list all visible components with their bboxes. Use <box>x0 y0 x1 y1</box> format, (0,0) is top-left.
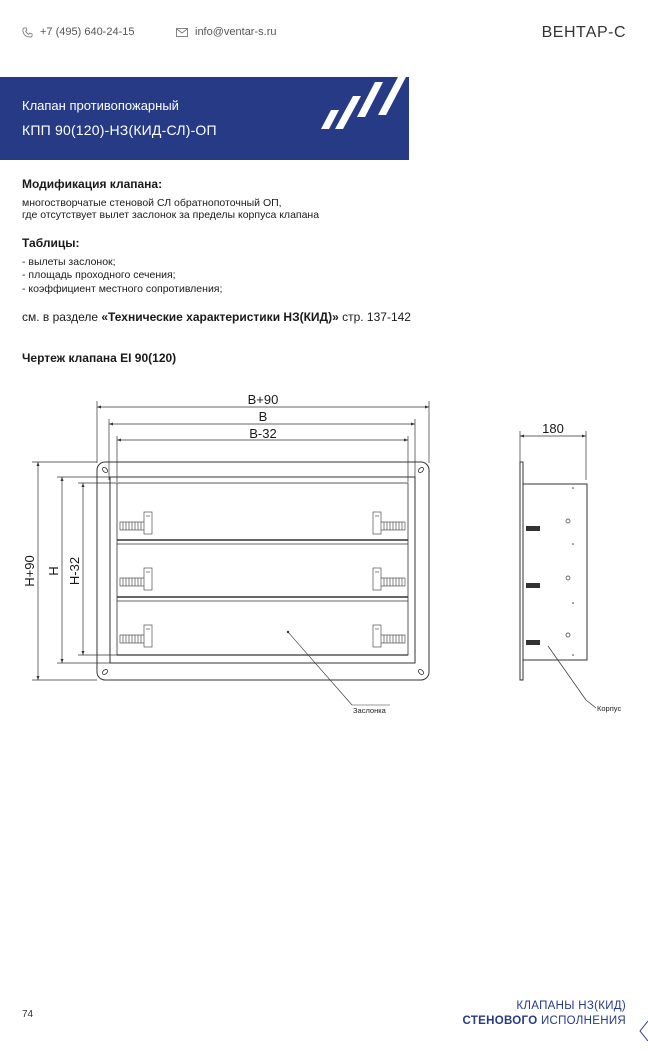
valve-drawing <box>0 380 648 725</box>
reference-link[interactable]: «Технические характеристики НЗ(КИД)» <box>101 310 339 324</box>
header-email[interactable] <box>176 26 276 38</box>
dim-b: B <box>258 409 268 424</box>
footer-subtitle-rest: ИСПОЛНЕНИЯ <box>537 1015 626 1027</box>
header-phone[interactable] <box>22 26 134 38</box>
tables-item: - площадь проходного сечения; <box>22 269 176 281</box>
callout-body: Корпус <box>597 704 622 713</box>
mail-icon <box>176 28 188 37</box>
tables-heading: Таблицы: <box>22 236 80 250</box>
title-banner <box>0 77 409 160</box>
drawing-heading: Чертеж клапана EI 90(120) <box>22 351 177 365</box>
callout-damper: Заслонка <box>353 706 386 715</box>
footer-section-subtitle <box>463 1015 627 1027</box>
dim-h-minus-32: H-32 <box>67 556 82 586</box>
email-address: info@ventar-s.ru <box>195 26 277 38</box>
phone-icon <box>22 27 33 38</box>
reference-text <box>22 310 411 324</box>
modification-heading: Модификация клапана: <box>22 177 163 191</box>
page-number: 74 <box>22 1009 34 1020</box>
footer-section-title: КЛАПАНЫ НЗ(КИД) <box>516 1000 626 1012</box>
dim-b-plus-90: B+90 <box>247 392 279 407</box>
modification-line-2: где отсутствует вылет заслонок за пределы корпуса клапана <box>22 209 320 221</box>
footer-subtitle-bold: СТЕНОВОГО <box>462 1015 538 1027</box>
phone-number: +7 (495) 640-24-15 <box>40 26 135 38</box>
reference-prefix: см. в разделе <box>22 310 102 324</box>
reference-suffix: стр. 137-142 <box>338 310 411 324</box>
tables-item: - вылеты заслонок; <box>22 256 116 268</box>
tables-item: - коэффициент местного сопротивления; <box>22 283 223 295</box>
decorative-stripes <box>309 77 409 160</box>
banner-model: КПП 90(120)-НЗ(КИД-СЛ)-ОП <box>22 122 217 138</box>
brand-name: ВЕНТАР-С <box>541 24 626 41</box>
banner-title: Клапан противопожарный <box>22 98 179 113</box>
dim-b-minus-32: B-32 <box>249 426 277 441</box>
corner-chevron-icon <box>638 1019 648 1041</box>
dim-depth: 180 <box>542 421 564 436</box>
modification-line-1: многостворчатые стеновой СЛ обратнопоточный ОП, <box>22 197 282 209</box>
dim-h-plus-90: H+90 <box>22 555 37 587</box>
dim-h: H <box>46 566 61 576</box>
spring-mechanism <box>120 512 152 534</box>
